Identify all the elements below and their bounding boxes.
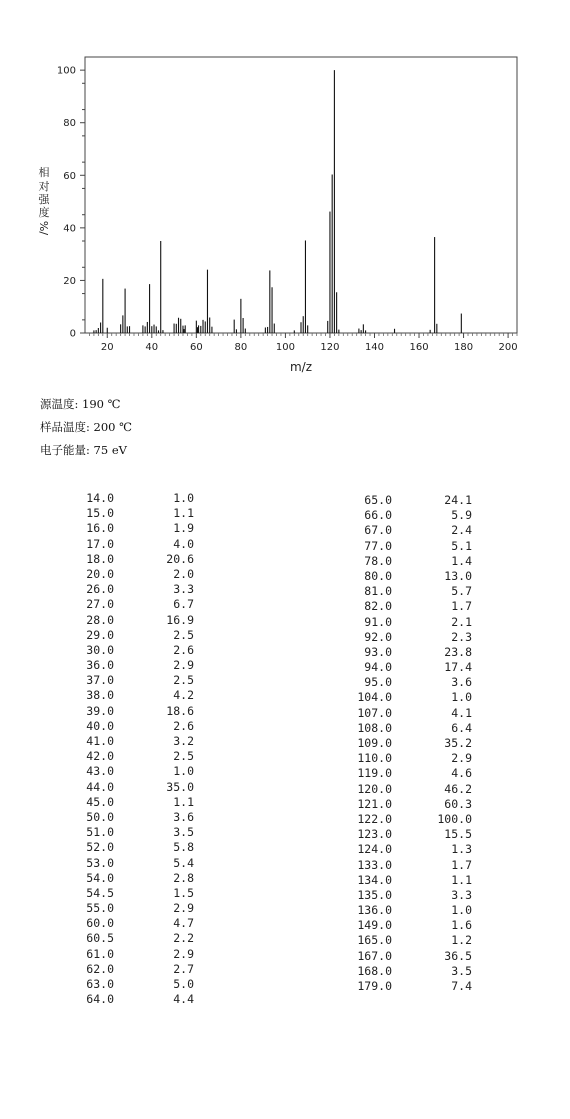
table-row: [332, 615, 472, 630]
mz-value: 27.0: [86, 597, 114, 612]
table-row: [332, 858, 472, 873]
intensity-value: 2.8: [173, 870, 194, 885]
x-axis: [101, 333, 518, 353]
source-temperature: 源温度: 190 ℃: [40, 397, 121, 411]
mz-value: 36.0: [86, 658, 114, 673]
table-row: [332, 706, 472, 721]
x-tick-label: 20: [100, 342, 114, 353]
peak-table-right: [332, 493, 472, 994]
intensity-value: 1.9: [173, 521, 194, 536]
table-row: [332, 751, 472, 766]
table-row: [54, 886, 194, 901]
table-row: [332, 523, 472, 538]
table-row: [54, 658, 194, 673]
mz-value: 38.0: [86, 688, 114, 703]
mz-value: 104.0: [357, 690, 392, 705]
table-row: [54, 992, 194, 1007]
x-tick-label: 140: [364, 342, 385, 353]
x-tick-label: 60: [189, 342, 203, 353]
table-row: [54, 901, 194, 916]
x-tick-label: 180: [454, 342, 474, 353]
intensity-value: 1.0: [173, 764, 194, 779]
mz-value: 91.0: [364, 614, 392, 629]
mz-value: 67.0: [364, 523, 392, 538]
intensity-value: 16.9: [166, 612, 194, 627]
mz-value: 63.0: [86, 977, 114, 991]
table-row: [332, 630, 472, 645]
table-row: [332, 812, 472, 827]
mz-value: 109.0: [357, 736, 392, 750]
table-row: [332, 554, 472, 569]
table-row: [54, 749, 194, 764]
table-row: [54, 552, 194, 567]
intensity-value: 2.5: [173, 627, 194, 642]
intensity-value: 2.5: [173, 749, 194, 764]
intensity-value: 1.2: [451, 933, 472, 948]
intensity-value: 2.9: [451, 751, 472, 766]
mz-value: 77.0: [364, 538, 392, 553]
table-row: [54, 491, 194, 506]
mz-value: 52.0: [86, 840, 114, 855]
table-row: [332, 736, 472, 751]
table-row: [54, 962, 194, 977]
mz-value: 40.0: [86, 718, 114, 733]
table-row: [332, 508, 472, 523]
intensity-value: 1.1: [451, 872, 472, 887]
mz-value: 124.0: [357, 842, 392, 857]
mz-value: 78.0: [364, 553, 392, 568]
table-row: [54, 734, 194, 749]
mz-value: 26.0: [86, 582, 114, 597]
y-label-char: 对: [38, 180, 50, 193]
x-tick-label: 160: [409, 342, 429, 353]
intensity-value: 2.9: [173, 901, 194, 916]
mz-value: 53.0: [86, 855, 114, 870]
table-row: [332, 827, 472, 842]
mz-value: 110.0: [357, 751, 392, 766]
mz-value: 95.0: [364, 675, 392, 690]
intensity-value: 7.4: [451, 979, 472, 993]
mz-value: 133.0: [357, 857, 392, 872]
intensity-value: 1.5: [173, 885, 194, 900]
intensity-value: 1.0: [451, 690, 472, 705]
electron-energy: 电子能量: 75 eV: [40, 443, 127, 457]
mz-value: 119.0: [357, 766, 392, 781]
intensity-value: 3.5: [173, 825, 194, 840]
mz-value: 123.0: [357, 827, 392, 842]
intensity-value: 2.9: [173, 658, 194, 673]
intensity-value: 4.0: [173, 536, 194, 551]
y-axis: [57, 66, 85, 340]
mz-value: 60.5: [86, 931, 114, 946]
peak-table-left: [54, 491, 194, 1007]
intensity-value: 5.8: [173, 840, 194, 855]
x-tick-label: 80: [234, 342, 248, 353]
table-row: [332, 797, 472, 812]
intensity-value: 2.1: [451, 614, 472, 629]
intensity-value: 6.7: [173, 597, 194, 612]
intensity-value: 2.4: [451, 523, 472, 538]
intensity-value: 4.4: [173, 992, 194, 1007]
mz-value: 179.0: [357, 979, 392, 993]
intensity-value: 1.7: [451, 857, 472, 872]
intensity-value: 2.6: [173, 642, 194, 657]
table-row: [54, 537, 194, 552]
mz-value: 135.0: [357, 887, 392, 902]
table-row: [332, 569, 472, 584]
intensity-value: 2.9: [173, 946, 194, 961]
intensity-value: 3.6: [173, 809, 194, 824]
mz-value: 121.0: [357, 796, 392, 811]
table-row: [54, 628, 194, 643]
y-label-char: 相: [38, 166, 50, 179]
intensity-value: 3.3: [173, 582, 194, 597]
intensity-value: 4.2: [173, 688, 194, 703]
intensity-value: 5.7: [451, 584, 472, 599]
intensity-value: 18.6: [166, 703, 194, 718]
intensity-value: 2.0: [173, 566, 194, 581]
mz-value: 41.0: [86, 734, 114, 748]
mz-value: 165.0: [357, 933, 392, 948]
mz-value: 122.0: [357, 811, 392, 826]
mz-value: 66.0: [364, 508, 392, 523]
y-tick-label: 100: [56, 65, 76, 77]
intensity-value: 1.0: [451, 903, 472, 918]
table-row: [54, 521, 194, 536]
table-row: [54, 719, 194, 734]
mz-value: 136.0: [357, 903, 392, 918]
mz-value: 45.0: [86, 794, 114, 809]
mz-value: 92.0: [364, 629, 392, 644]
mass-spectrum-chart: [0, 0, 570, 380]
mz-value: 16.0: [86, 521, 114, 536]
x-tick-label: 100: [275, 342, 295, 353]
intensity-value: 4.7: [173, 916, 194, 931]
mz-value: 37.0: [86, 673, 114, 688]
mz-value: 17.0: [86, 536, 114, 551]
mz-value: 54.5: [86, 885, 114, 900]
intensity-value: 5.4: [173, 855, 194, 870]
intensity-value: 2.2: [173, 931, 194, 946]
table-row: [332, 933, 472, 948]
y-tick-label: 0: [69, 328, 76, 340]
mz-value: 50.0: [86, 809, 114, 824]
intensity-value: 5.9: [451, 508, 472, 523]
intensity-value: 3.5: [451, 963, 472, 978]
x-tick-label: 200: [498, 342, 518, 353]
mz-value: 18.0: [86, 551, 114, 566]
table-row: [54, 688, 194, 703]
intensity-value: 1.4: [451, 553, 472, 568]
intensity-value: 24.1: [444, 493, 472, 507]
x-tick-label: 40: [145, 342, 159, 353]
intensity-value: 5.1: [451, 538, 472, 553]
table-row: [332, 660, 472, 675]
table-row: [332, 766, 472, 781]
intensity-value: 2.3: [451, 629, 472, 644]
mz-value: 62.0: [86, 961, 114, 976]
table-row: [54, 795, 194, 810]
intensity-value: 60.3: [444, 796, 472, 811]
y-tick-label: 60: [63, 170, 76, 182]
intensity-value: 4.1: [451, 705, 472, 720]
intensity-value: 13.0: [444, 568, 472, 583]
table-row: [54, 947, 194, 962]
mz-value: 168.0: [357, 963, 392, 978]
mz-value: 42.0: [86, 749, 114, 764]
table-row: [332, 645, 472, 660]
intensity-value: 46.2: [444, 781, 472, 796]
table-row: [54, 567, 194, 582]
mz-value: 82.0: [364, 599, 392, 614]
mz-value: 15.0: [86, 506, 114, 521]
table-row: [332, 782, 472, 797]
intensity-value: 1.0: [173, 491, 194, 505]
table-row: [54, 810, 194, 825]
mz-value: 51.0: [86, 825, 114, 840]
table-row: [54, 764, 194, 779]
mz-value: 44.0: [86, 779, 114, 794]
table-row: [332, 599, 472, 614]
intensity-value: 1.6: [451, 918, 472, 933]
table-row: [54, 840, 194, 855]
table-row: [54, 597, 194, 612]
table-row: [54, 856, 194, 871]
sample-temperature: 样品温度: 200 ℃: [40, 420, 132, 434]
mz-value: 80.0: [364, 568, 392, 583]
mz-value: 54.0: [86, 870, 114, 885]
mz-value: 108.0: [357, 720, 392, 735]
intensity-value: 1.1: [173, 506, 194, 521]
table-row: [332, 964, 472, 979]
table-row: [332, 584, 472, 599]
intensity-value: 2.6: [173, 718, 194, 733]
mz-value: 61.0: [86, 946, 114, 961]
table-row: [332, 539, 472, 554]
intensity-value: 3.6: [451, 675, 472, 690]
intensity-value: 6.4: [451, 720, 472, 735]
mz-value: 30.0: [86, 642, 114, 657]
mz-value: 65.0: [364, 493, 392, 507]
intensity-value: 35.2: [444, 736, 472, 750]
table-row: [54, 871, 194, 886]
table-row: [332, 675, 472, 690]
table-row: [332, 873, 472, 888]
table-row: [332, 888, 472, 903]
mz-value: 43.0: [86, 764, 114, 779]
intensity-value: 3.2: [173, 734, 194, 748]
table-row: [332, 690, 472, 705]
table-row: [54, 704, 194, 719]
mz-value: 167.0: [357, 948, 392, 963]
table-row: [54, 673, 194, 688]
table-row: [54, 643, 194, 658]
intensity-value: 36.5: [444, 948, 472, 963]
mz-value: 94.0: [364, 660, 392, 675]
y-label-char: 度: [38, 206, 50, 219]
y-label-char: 强: [38, 193, 50, 206]
mz-value: 107.0: [357, 705, 392, 720]
intensity-value: 17.4: [444, 660, 472, 675]
intensity-value: 5.0: [173, 977, 194, 991]
table-row: [54, 780, 194, 795]
mz-value: 120.0: [357, 781, 392, 796]
mz-value: 14.0: [86, 491, 114, 505]
intensity-value: 4.6: [451, 766, 472, 781]
mz-value: 149.0: [357, 918, 392, 933]
mz-value: 55.0: [86, 901, 114, 916]
table-row: [332, 721, 472, 736]
x-axis-label: m/z: [289, 360, 313, 374]
intensity-value: 20.6: [166, 551, 194, 566]
intensity-value: 1.1: [173, 794, 194, 809]
intensity-value: 1.3: [451, 842, 472, 857]
mz-value: 29.0: [86, 627, 114, 642]
y-tick-label: 20: [63, 275, 76, 287]
table-row: [54, 977, 194, 992]
intensity-value: 1.7: [451, 599, 472, 614]
table-row: [54, 916, 194, 931]
y-tick-label: 80: [63, 118, 76, 130]
mz-value: 134.0: [357, 872, 392, 887]
y-tick-label: 40: [63, 223, 76, 235]
intensity-value: 15.5: [444, 827, 472, 842]
mz-value: 20.0: [86, 566, 114, 581]
table-row: [332, 918, 472, 933]
table-row: [332, 493, 472, 508]
mz-value: 60.0: [86, 916, 114, 931]
x-tick-label: 120: [320, 342, 340, 353]
intensity-value: 2.7: [173, 961, 194, 976]
peak-bars: [94, 70, 461, 333]
table-row: [54, 931, 194, 946]
table-row: [54, 825, 194, 840]
intensity-value: 100.0: [437, 811, 472, 826]
mz-value: 39.0: [86, 703, 114, 718]
table-row: [54, 506, 194, 521]
table-row: [332, 949, 472, 964]
y-label-char: %/: [37, 220, 50, 236]
mz-value: 28.0: [86, 612, 114, 627]
intensity-value: 35.0: [166, 779, 194, 794]
intensity-value: 2.5: [173, 673, 194, 688]
table-row: [332, 842, 472, 857]
table-row: [54, 582, 194, 597]
mz-value: 81.0: [364, 584, 392, 599]
table-row: [332, 903, 472, 918]
mz-value: 64.0: [86, 992, 114, 1007]
table-row: [332, 979, 472, 994]
mz-value: 93.0: [364, 644, 392, 659]
y-axis-label: [37, 165, 51, 235]
intensity-value: 23.8: [444, 644, 472, 659]
table-row: [54, 613, 194, 628]
intensity-value: 3.3: [451, 887, 472, 902]
